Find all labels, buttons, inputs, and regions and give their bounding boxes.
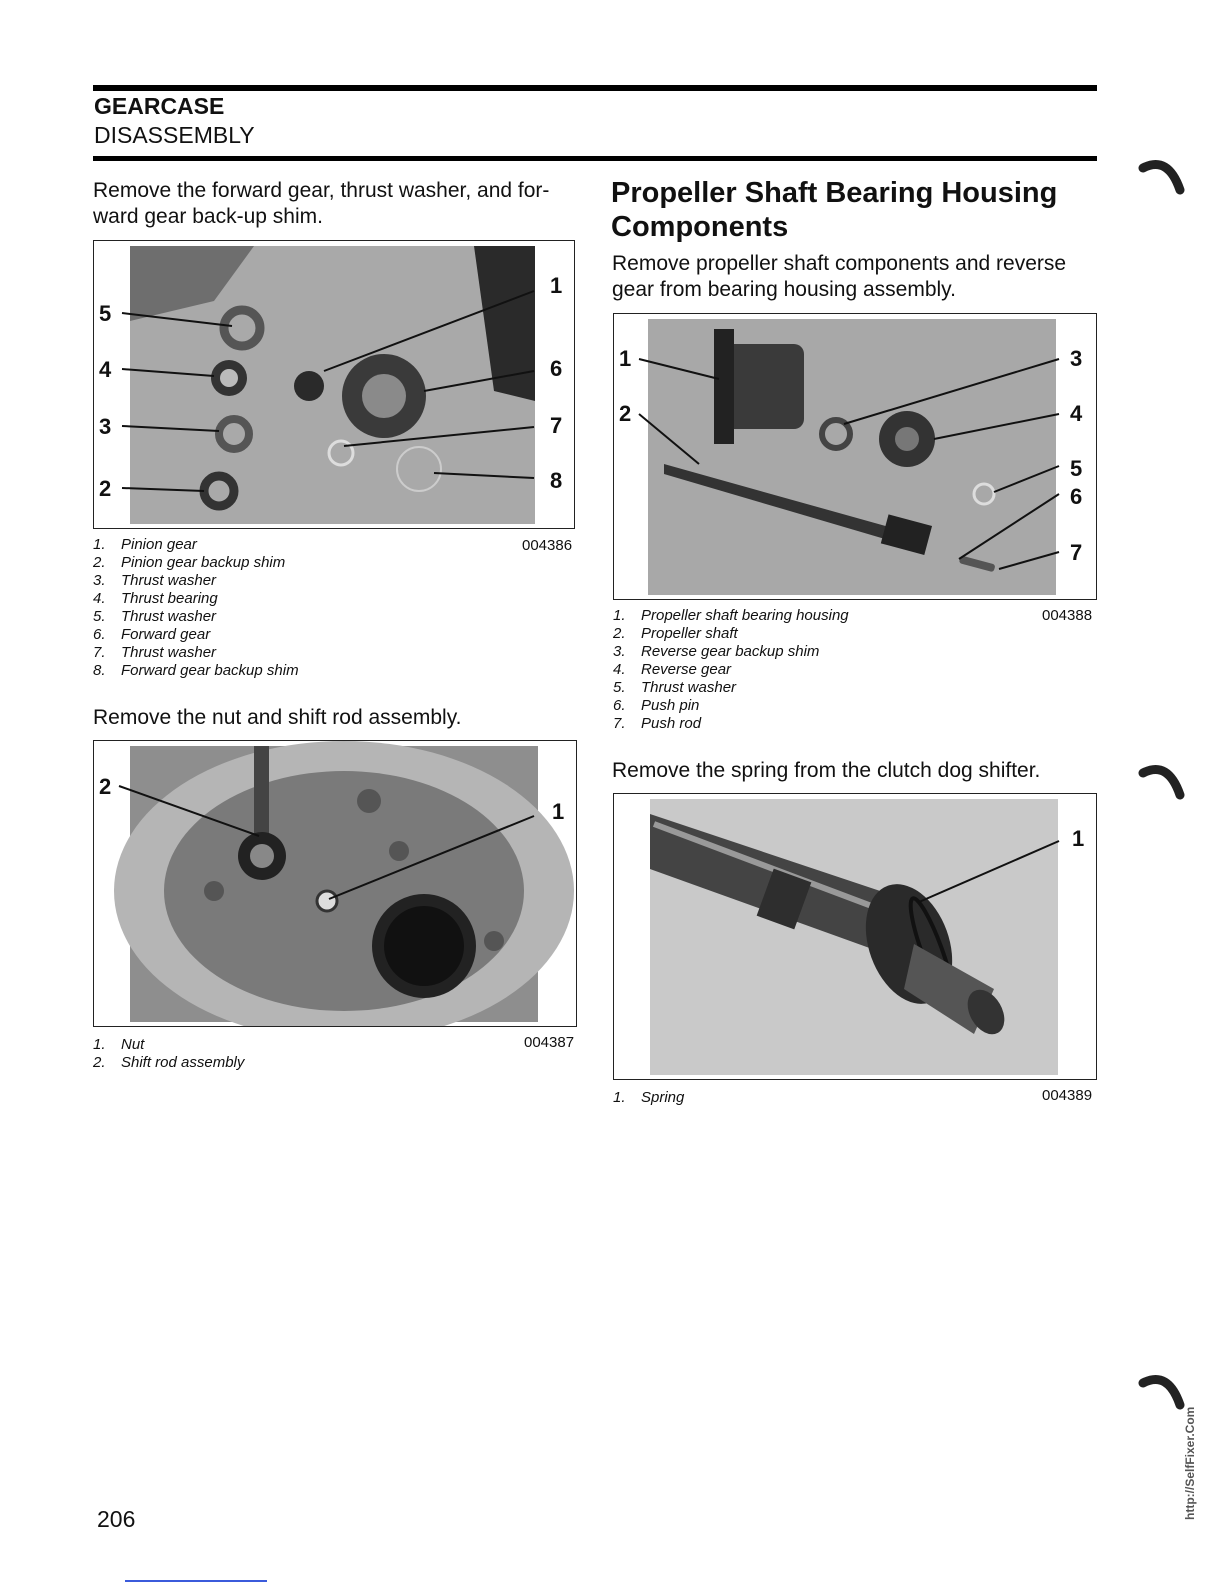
figure-nut-shift-rod (93, 740, 577, 1027)
binder-tab-mark (1138, 755, 1188, 805)
fig2-callout-1: 1 (552, 799, 565, 824)
watermark-url: http://SelfFixer.Com (1183, 1406, 1197, 1520)
fig2-callout-2: 2 (99, 774, 112, 799)
caption-item: 1. Pinion gear (93, 536, 197, 553)
left-step2-paragraph: Remove the nut and shift rod assembly. (93, 706, 462, 729)
footer-link-underline (125, 1580, 267, 1582)
fig3-caption-list (613, 607, 1013, 733)
caption-item: 7. Push rod (613, 715, 702, 732)
caption-item: 3. Thrust washer (93, 572, 217, 589)
page-number: 206 (97, 1506, 136, 1532)
binder-tab-mark (1138, 1365, 1188, 1415)
caption-item: 2. Shift rod assembly (93, 1054, 245, 1071)
caption-item: 1. Nut (93, 1036, 145, 1053)
fig3-callout-3: 3 (1070, 346, 1083, 371)
caption-item: 5. Thrust washer (613, 679, 737, 696)
caption-item: 6. Push pin (613, 697, 700, 714)
binder-tab-mark (1138, 150, 1188, 200)
caption-item: 4. Reverse gear (613, 661, 732, 678)
fig4-caption-list (613, 1089, 1013, 1107)
fig1-callout-2: 2 (99, 476, 112, 501)
fig1-callout-6: 6 (550, 356, 563, 381)
figure-clutch-dog-spring (613, 793, 1097, 1080)
fig3-callout-1: 1 (619, 346, 632, 371)
fig3-id: 004388 (1042, 607, 1093, 624)
caption-item: 2. Propeller shaft (613, 625, 738, 642)
header-top-rule (93, 85, 1097, 91)
caption-item: 5. Thrust washer (93, 608, 217, 625)
caption-item: 1. Spring (613, 1089, 685, 1106)
caption-item: 1. Propeller shaft bearing housing (613, 607, 849, 624)
fig4-id: 004389 (1042, 1087, 1093, 1104)
figure-bearing-housing-components (613, 313, 1097, 600)
fig1-callout-7: 7 (550, 413, 563, 438)
right-step2-paragraph: Remove the spring from the clutch dog shifter. (612, 759, 1041, 782)
caption-item: 2. Pinion gear backup shim (93, 554, 286, 571)
fig2-caption-list (93, 1036, 493, 1072)
caption-item: 6. Forward gear (93, 626, 211, 643)
figure-forward-gear-parts (93, 240, 575, 529)
fig2-id: 004387 (524, 1034, 575, 1051)
fig1-callout-3: 3 (99, 414, 112, 439)
caption-item: 4. Thrust bearing (93, 590, 218, 607)
subsection-title: DISASSEMBLY (94, 122, 255, 148)
fig1-callout-8: 8 (550, 468, 563, 493)
fig4-callout-1: 1 (1072, 826, 1085, 851)
header-bottom-rule (93, 156, 1097, 161)
section-title: GEARCASE (94, 93, 225, 119)
fig1-callout-5: 5 (99, 301, 112, 326)
fig3-callout-2: 2 (619, 401, 632, 426)
fig3-callout-5: 5 (1070, 456, 1083, 481)
left-intro-paragraph: Remove the forward gear, thrust washer, and for-ward gear back-up shim. (93, 179, 550, 228)
fig1-callout-4: 4 (99, 357, 112, 382)
fig3-callout-6: 6 (1070, 484, 1083, 509)
caption-item: 7. Thrust washer (93, 644, 217, 661)
fig1-id: 004386 (522, 537, 573, 554)
fig1-caption-list (93, 536, 493, 680)
fig3-callout-4: 4 (1070, 401, 1083, 426)
section-heading: Propeller Shaft Bearing Housing Components (611, 177, 1058, 243)
caption-item: 8. Forward gear backup shim (93, 662, 299, 679)
caption-item: 3. Reverse gear backup shim (613, 643, 820, 660)
right-intro-paragraph: Remove propeller shaft components and reverse gear from bearing housing assembly. (612, 252, 1067, 301)
fig3-callout-7: 7 (1070, 540, 1083, 565)
fig1-callout-1: 1 (550, 273, 563, 298)
